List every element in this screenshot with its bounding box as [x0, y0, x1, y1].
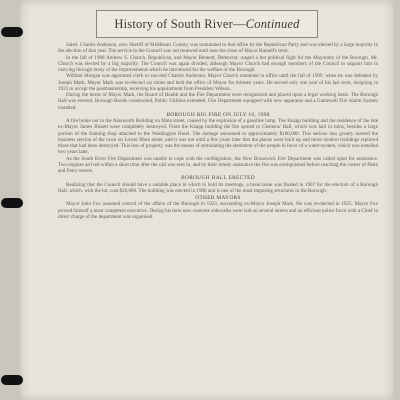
- paragraph: In the fall of 1908 Andrew S. Church, Republican, and Mayor Bennett, Democrat, waged a hot political fight for the Mayoralty of the Borough. Mr. Church was elected by a big majority. The Council was again divided, although Mayor Church had enough members of the Council to support him in carrying through many of the improvements which he introduced for the welfare of the Borough.: [58, 54, 378, 73]
- binder-ring: [1, 198, 23, 208]
- section-heading-mayors: OTHER MAYORS: [195, 195, 241, 201]
- paragraph: Sabel. Charles Anderson, now Sheriff of Middlesex County, was nominated to that office by the Republican Party and was elected by a large majority in the election of that year. The service in the Council was not renewed until near the close of Mayor Russell's term.: [58, 42, 378, 55]
- paragraph: As the South River Fire Department was unable to cope with the conflagration, the New Brunswick Fire Department was called upon for assistance. Two engines arrived within a short time after the call was sent in, and by their timely assistance the fire was extinguished before reaching the corner of Main and Ferry streets.: [58, 155, 378, 174]
- section-heading-fire: BOROUGH BIG FIRE ON JULY 16, 1908: [166, 111, 270, 118]
- page-title: [96, 10, 318, 38]
- title-main: History of South River—: [114, 16, 246, 31]
- paragraph: Mayor John Fox assumed control of the affairs of the Borough in 1923, succeeding ex-Mayor Joseph Mark. He was re-elected in 1925. Mayor Fox proved himself a most competent executive. During his term new concrete sidewalks were laid on several streets and an efficient police force with a Chief in direct charge of the department was organized.: [58, 201, 378, 220]
- paragraph: William Morgan was appointed clerk to succeed Charles Anderson. Mayor Church remained in office until the fall of 1909, when he was defeated by Joseph Mark. Mayor Mark was re-elected six times and held the office of Mayor for thirteen years. He served only one year of his last term, resigning in 1923 to accept the postmastership, receiving his appointment from President Wilson.: [58, 73, 378, 92]
- section-heading-hall: BOROUGH HALL ERECTED: [181, 175, 255, 182]
- body-text: [58, 42, 378, 394]
- binder-ring: [1, 375, 23, 385]
- binder-ring: [1, 27, 23, 37]
- paragraph: Realizing that the Council should have a suitable place in which to hold its meetings, a bond issue was floated in 1907 for the erection of a Borough Hall, which, with the lot, cost $20,000. The building was erected in 1908 and is one of the most imposing structures in the Borough.: [58, 181, 378, 194]
- paragraph: A fire broke out in the Ainsworth Building on Main street, caused by the explosion of a gasoline lamp. The Knapp building and the residence of the late ex-Mayor James Bissett were completely destroyed. From the Knapp building the fire spread to Clemens' Hall, which was laid in ruins, besides a large portion of the framing shop attached to the Washington Hotel. The damage amounted to approximately $100,000. This serious loss greatly marred the business section of the town on Lower Main street, and it was not until a few years later that the places were built up and more modern buildings replaced those that had been destroyed. This loss of property was the means of stimulating the sentiment of the people in favor of a water-system, which was installed two years later.: [58, 118, 378, 156]
- document-page: [20, 0, 394, 400]
- paragraph: During the terms of Mayor Mark, the Board of Health and the Fire Department were reorganized and placed upon a legal working basis. The Borough Hall was erected, Borough Bonds constructed, Public Utilities extended, Fire Department equipped with new apparatus and a Gamewell Fire Alarm System installed.: [58, 92, 378, 111]
- title-continued: Continued: [245, 16, 300, 31]
